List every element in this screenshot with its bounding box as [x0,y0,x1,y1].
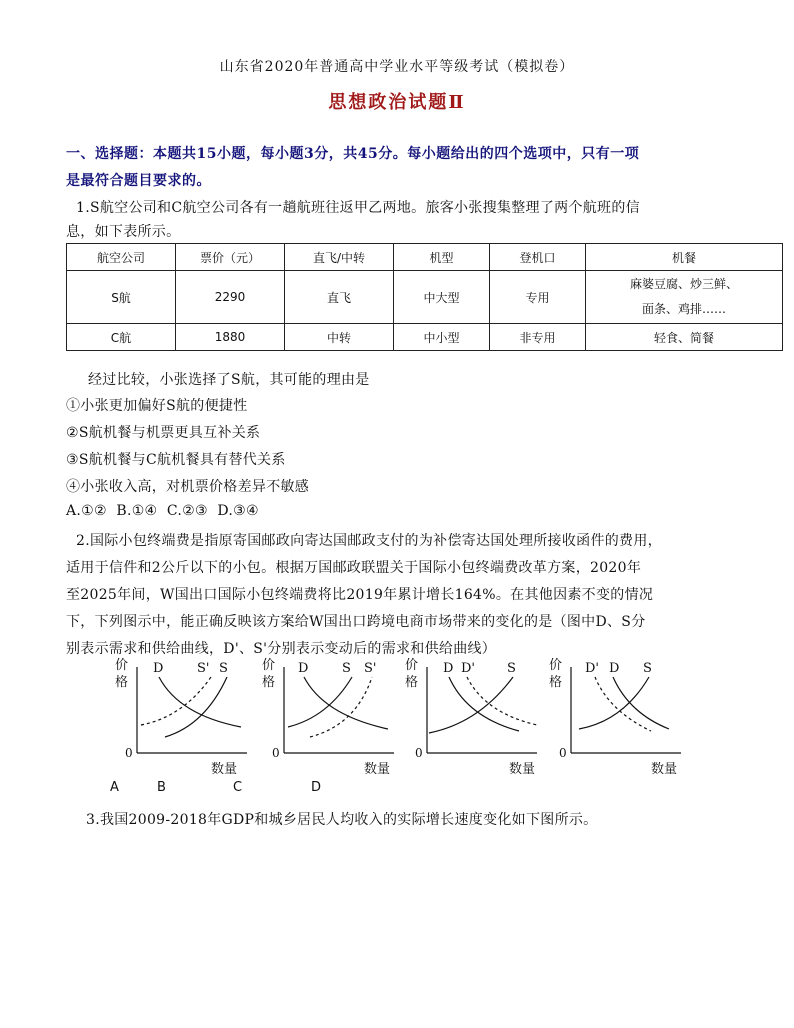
x-axis-label: 数量 [364,762,391,777]
supply-curve [579,677,649,729]
curve-label-s-prime: S' [197,661,210,676]
graph-option-label-c: C [233,780,243,795]
y-axis-label-top: 价 [262,658,276,673]
q2-line: 下，下列图示中，能正确反映该方案给W国出口跨境电商市场带来的变化的是（图中D、S分 [66,614,646,630]
curve-label-d-prime: D' [585,661,599,676]
table-cell-aircraft: 中大型 [394,271,490,324]
curve-label-s: S [219,661,228,676]
table-header-cell: 航空公司 [67,244,176,271]
graph-option-label-b: B [157,780,166,795]
meal-line: 麻婆豆腐、炒三鲜、 [629,277,738,291]
table-cell-gate: 非专用 [490,324,586,351]
graph-option-label-d: D [311,780,322,795]
supply-demand-graph-b [260,655,400,777]
table-header-cell: 机型 [394,244,490,271]
table-cell-airline: C航 [67,324,176,351]
supply-curve [165,677,227,737]
supply-curve [288,677,352,727]
table-header-cell: 票价（元） [176,244,285,271]
x-axis-label: 数量 [651,762,678,777]
y-axis-label-bottom: 格 [115,675,129,690]
q1-stem-line1: 1.S航空公司和C航空公司各有一趟航班往返甲乙两地。旅客小张搜集整理了两个航班的信 [76,200,640,216]
demand-curve-shifted [467,677,537,725]
table-header-cell: 机餐 [586,244,783,271]
q1-item: ④小张收入高，对机票价格差异不敏感 [66,479,310,495]
table-cell-route: 直飞 [285,271,394,324]
q3-stem: 3.我国2009-2018年GDP和城乡居民人均收入的实际增长速度变化如下图所示。 [86,812,598,828]
curve-label-d-prime: D' [461,661,475,676]
curve-label-d: D [443,661,454,676]
q1-item: ③S航机餐与C航机餐具有替代关系 [66,452,286,468]
table-header-cell: 登机口 [490,244,586,271]
flight-info-table [66,243,783,351]
curve-label-s: S [507,661,516,676]
curve-label-d: D [298,661,309,676]
supply-curve-shifted [310,677,372,737]
table-row [67,324,783,351]
demand-curve [159,677,241,727]
q1-stem-line2: 息，如下表所示。 [66,224,181,240]
table-cell-price: 2290 [176,271,285,324]
meal-line: 面条、鸡排…… [641,302,726,316]
y-axis-label-bottom: 格 [262,675,276,690]
y-axis-label-top: 价 [115,658,129,673]
graph-option-label-a: A [110,780,119,795]
q1-options: A.①② B.①④ C.②③ D.③④ [66,503,259,519]
origin-label: 0 [415,746,423,760]
table-cell-gate: 专用 [490,271,586,324]
table-cell-aircraft: 中小型 [394,324,490,351]
origin-label: 0 [272,746,280,760]
exam-title: 思想政治试题Ⅱ [328,92,466,113]
demand-curve [304,677,388,729]
q1-item: ②S航机餐与机票更具互补关系 [66,425,261,441]
origin-label: 0 [559,746,567,760]
curve-label-s: S [643,661,652,676]
curve-label-s: S [342,661,351,676]
table-cell-meal: 轻食、简餐 [586,324,783,351]
q2-line: 别表示需求和供给曲线，D'、S'分别表示变动后的需求和供给曲线） [66,641,497,657]
y-axis-label-top: 价 [405,658,419,673]
supply-demand-graph-d [547,655,687,777]
origin-label: 0 [125,746,133,760]
supply-curve-shifted [141,677,211,725]
table-header-cell: 直飞/中转 [285,244,394,271]
q2-line: 2.国际小包终端费是指原寄国邮政向寄达国邮政支付的为补偿寄达国处理所接收函件的费用， [76,533,662,549]
table-cell-meal [586,271,783,324]
curve-label-s-prime: S' [364,661,377,676]
curve-label-d: D [153,661,164,676]
demand-curve [613,677,669,729]
table-row [67,271,783,324]
table-header-row [67,244,783,271]
q1-prompt: 经过比较，小张选择了S航，其可能的理由是 [88,372,370,388]
y-axis-label-bottom: 格 [405,675,419,690]
supply-demand-graph-a [113,655,253,777]
section-instruction-line2: 是最符合题目要求的。 [66,173,211,189]
q2-line: 至2025年间，W国出口国际小包终端费将比2019年累计增长164%。在其他因素不变的情况 [66,587,654,603]
y-axis-label-top: 价 [549,658,563,673]
demand-curve-shifted [595,677,651,731]
supply-demand-graph-c [403,655,543,777]
q2-line: 适用于信件和2公斤以下的小包。根据万国邮政联盟关于国际小包终端费改革方案，2020年 [66,560,642,576]
table-cell-price: 1880 [176,324,285,351]
x-axis-label: 数量 [509,762,536,777]
table-cell-airline: S航 [67,271,176,324]
table-cell-route: 中转 [285,324,394,351]
q1-item: ①小张更加偏好S航的便捷性 [66,398,248,414]
curve-label-d: D [609,661,620,676]
exam-header: 山东省2020年普通高中学业水平等级考试（模拟卷） [219,59,575,75]
x-axis-label: 数量 [211,762,238,777]
y-axis-label-bottom: 格 [549,675,563,690]
section-instruction-line1: 一、选择题：本题共15小题，每小题3分，共45分。每小题给出的四个选项中，只有一项 [66,146,640,162]
